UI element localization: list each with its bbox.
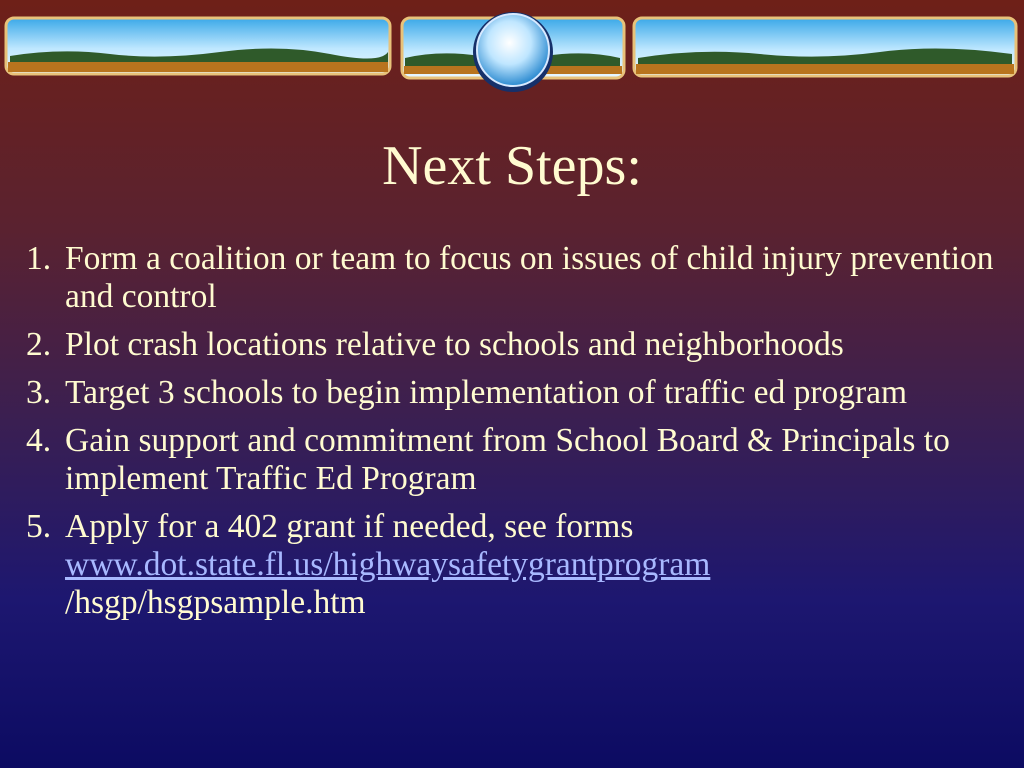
- item-text: Apply for a 402 grant if needed, see forms: [65, 508, 634, 545]
- slide-title: Next Steps:: [382, 135, 642, 197]
- list-item: [26, 508, 1011, 622]
- item-number: 2.: [26, 326, 52, 363]
- steps-list: [26, 240, 1011, 632]
- list-item: [26, 422, 1011, 498]
- item-text: Target 3 schools to begin implementation of traffic ed program: [65, 374, 908, 411]
- item-text: Form a coalition or team to focus on issues of child injury prevention and control: [65, 240, 994, 315]
- item-text-block: [65, 508, 1011, 622]
- item-number: 5.: [26, 508, 52, 545]
- landscape-banner: [0, 8, 1024, 98]
- grant-program-link[interactable]: www.dot.state.fl.us/highwaysafetygrantprogram: [65, 546, 711, 583]
- item-number: 3.: [26, 374, 52, 411]
- item-number: 4.: [26, 422, 52, 459]
- item-text: Plot crash locations relative to schools and neighborhoods: [65, 326, 844, 363]
- list-item: [26, 374, 1011, 412]
- list-item: [26, 326, 1011, 364]
- list-item: [26, 240, 1011, 316]
- item-number: 1.: [26, 240, 52, 277]
- link-trailing-path: /hsgp/hsgpsample.htm: [65, 584, 366, 621]
- item-text: Gain support and commitment from School Board & Principals to implement Traffic Ed Program: [65, 422, 950, 497]
